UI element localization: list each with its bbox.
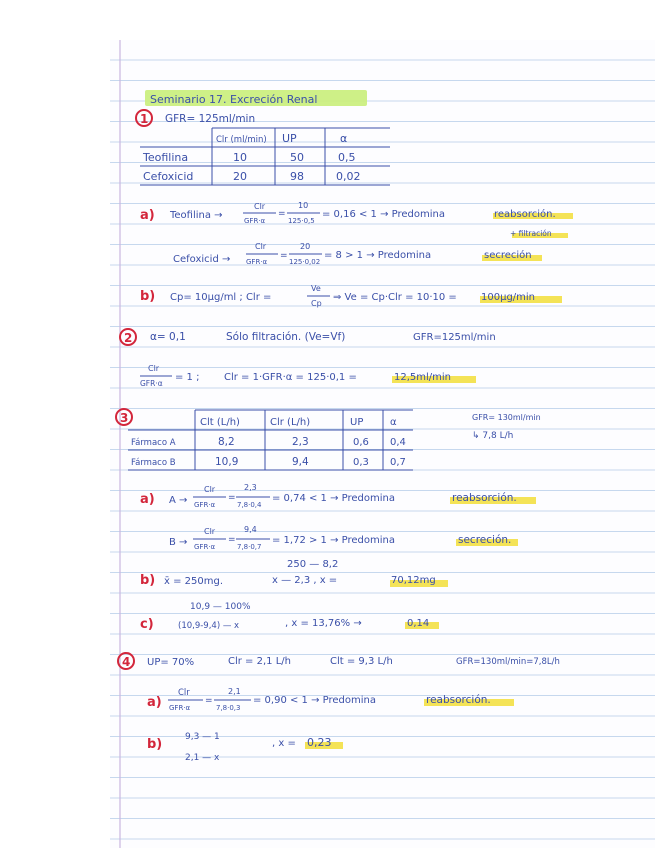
q3-a-B-eq: = bbox=[228, 535, 236, 545]
q3-header-clt: Clt (L/h) bbox=[200, 417, 240, 428]
q4-a-den1: GFR·α bbox=[169, 704, 191, 712]
q3-row1-clr: 2,3 bbox=[292, 436, 309, 448]
q3-row1-name: Fármaco A bbox=[131, 438, 176, 448]
q4-a-rest: = 0,90 < 1 → Predomina bbox=[253, 695, 377, 706]
q1-number: 1 bbox=[140, 112, 149, 126]
page-title: Seminario 17. Excreción Renal bbox=[150, 93, 318, 106]
q3-header-up: UP bbox=[350, 417, 364, 428]
q1-row2-clr: 20 bbox=[233, 170, 247, 183]
q1-a-cef-num1: Clr bbox=[255, 242, 267, 251]
q3-number: 3 bbox=[120, 411, 129, 425]
q4-a-num2: 2,1 bbox=[228, 687, 241, 696]
q1-row1-alpha: 0,5 bbox=[338, 151, 356, 164]
q1-row2-alpha: 0,02 bbox=[336, 170, 361, 183]
q3-gfr: GFR= 130ml/min bbox=[472, 413, 541, 422]
q4-clt: Clt = 9,3 L/h bbox=[330, 656, 393, 667]
q1-a-teo-den2: 125·0,5 bbox=[288, 217, 315, 225]
q3-row2-clt: 10,9 bbox=[215, 456, 239, 468]
q1-a-cef-name: Cefoxicid → bbox=[173, 254, 231, 265]
q1-a-teo-den1: GFR·α bbox=[244, 217, 266, 225]
q3-c-result: 0,14 bbox=[407, 618, 430, 629]
q3-row2-up: 0,3 bbox=[353, 457, 369, 468]
q3-a-A-den1: GFR·α bbox=[194, 501, 216, 509]
q3-b-rule: 250 — 8,2 bbox=[287, 559, 339, 570]
q1-a-teo-rest: = 0,16 < 1 → Predomina bbox=[322, 209, 446, 220]
q2-alpha: α= 0,1 bbox=[150, 331, 186, 343]
q3-row1-up: 0,6 bbox=[353, 437, 369, 448]
q1-a-label: a) bbox=[140, 208, 155, 223]
q2-filtration: Sólo filtración. (Ve=Vf) bbox=[226, 331, 346, 343]
q1-a-cef-den2: 125·0,02 bbox=[289, 258, 321, 266]
q4-a-label: a) bbox=[147, 695, 162, 710]
q3-a-A-den2: 7,8·0,4 bbox=[237, 501, 262, 509]
q1-row1-name: Teofilina bbox=[143, 151, 189, 164]
q3-a-A-num2: 2,3 bbox=[244, 483, 257, 492]
q4-a-result: reabsorción. bbox=[426, 694, 491, 706]
q2-calc: Clr = 1·GFR·α = 125·0,1 = bbox=[224, 372, 357, 383]
q3-a-A-eq: = bbox=[228, 493, 236, 503]
q1-b-label: b) bbox=[140, 289, 156, 304]
q1-row1-up: 50 bbox=[290, 151, 304, 164]
q3-a-B-rest: = 1,72 > 1 → Predomina bbox=[272, 535, 396, 546]
q3-a-A-name: A → bbox=[169, 495, 188, 506]
q4-b-num: 9,3 — 1 bbox=[185, 732, 220, 742]
q3-b-mean: x̄ = 250mg. bbox=[164, 576, 224, 587]
q4-up: UP= 70% bbox=[147, 657, 195, 668]
q1-header-up: UP bbox=[282, 132, 297, 145]
q1-a-cef-num2: 20 bbox=[300, 242, 311, 251]
q3-a-A-result: reabsorción. bbox=[452, 492, 517, 504]
q4-b-den: 2,1 — x bbox=[185, 753, 220, 763]
q2-frac-num: Clr bbox=[148, 364, 160, 373]
q2-number: 2 bbox=[124, 331, 133, 345]
q4-b-calc: , x = bbox=[272, 738, 296, 749]
q3-a-B-result: secreción. bbox=[458, 534, 512, 546]
q1-a-cef-rest: = 8 > 1 → Predomina bbox=[324, 250, 432, 261]
q3-row2-clr: 9,4 bbox=[292, 456, 309, 468]
q3-b-calc: x — 2,3 , x = bbox=[272, 575, 338, 586]
q1-row2-name: Cefoxicid bbox=[143, 170, 194, 183]
q3-a-label: a) bbox=[140, 492, 155, 507]
q3-row2-alpha: 0,7 bbox=[390, 457, 406, 468]
q2-gfr: GFR=125ml/min bbox=[413, 332, 496, 343]
q1-header-clr: Clr (ml/min) bbox=[216, 135, 267, 145]
q1-a-teo-name: Teofilina → bbox=[170, 210, 223, 221]
q1-a-teo-num1: Clr bbox=[254, 202, 266, 211]
q1-b-den: Cp bbox=[311, 299, 322, 308]
q3-c-rule: 10,9 — 100% bbox=[190, 602, 251, 612]
q3-b-result: 70,12mg bbox=[391, 575, 436, 586]
q3-a-B-num1: Clr bbox=[204, 527, 216, 536]
q3-header-alpha: α bbox=[390, 417, 397, 428]
q4-b-result: 0,23 bbox=[307, 736, 332, 749]
q3-a-B-num2: 9,4 bbox=[244, 525, 257, 534]
q2-eq: = 1 ; bbox=[175, 372, 200, 383]
q4-gfr: GFR=130ml/min=7,8L/h bbox=[456, 657, 560, 667]
q2-frac-den: GFR·α bbox=[140, 379, 163, 388]
q3-c-eq: (10,9-9,4) — x bbox=[178, 621, 240, 631]
q3-row2-name: Fármaco B bbox=[131, 458, 176, 468]
q3-a-B-den2: 7,8·0,7 bbox=[237, 543, 262, 551]
q1-gfr: GFR= 125ml/min bbox=[165, 113, 256, 125]
q3-header-clr: Clr (L/h) bbox=[270, 417, 311, 428]
q3-b-label: b) bbox=[140, 573, 156, 588]
q4-a-den2: 7,8·0,3 bbox=[216, 704, 241, 712]
q1-a-teo-num2: 10 bbox=[298, 201, 309, 210]
q2-result: 12,5ml/min bbox=[394, 372, 452, 383]
q1-a-cef-den1: GFR·α bbox=[246, 258, 268, 266]
q3-c-label: c) bbox=[140, 617, 154, 632]
q3-row1-clt: 8,2 bbox=[218, 436, 235, 448]
q1-b-result: 100µg/min bbox=[481, 292, 536, 303]
q4-number: 4 bbox=[122, 655, 131, 669]
q1-header-alpha: α bbox=[340, 132, 348, 145]
q3-gfr-conv: ↳ 7,8 L/h bbox=[472, 431, 514, 441]
q1-a-cef-result: secreción bbox=[484, 250, 532, 261]
q3-a-B-name: B → bbox=[169, 537, 188, 548]
q4-b-label: b) bbox=[147, 737, 163, 752]
q3-c-calc: , x = 13,76% → bbox=[285, 618, 362, 629]
q1-b-pre: Cp= 10µg/ml ; Clr = bbox=[170, 292, 272, 303]
q1-a-cef-eq: = bbox=[280, 251, 288, 261]
q3-a-B-den1: GFR·α bbox=[194, 543, 216, 551]
q3-a-A-num1: Clr bbox=[204, 485, 216, 494]
q1-b-num: Ve bbox=[311, 284, 321, 293]
q1-a-teo-note: + filtración bbox=[510, 229, 552, 238]
q1-row1-clr: 10 bbox=[233, 151, 247, 164]
q1-a-teo-eq: = bbox=[278, 209, 286, 219]
q4-clr: Clr = 2,1 L/h bbox=[228, 656, 291, 667]
q1-row2-up: 98 bbox=[290, 170, 304, 183]
q4-a-eq: = bbox=[205, 696, 213, 706]
q3-a-A-rest: = 0,74 < 1 → Predomina bbox=[272, 493, 396, 504]
q1-a-teo-result: reabsorción. bbox=[494, 209, 556, 220]
q3-row1-alpha: 0,4 bbox=[390, 437, 406, 448]
q1-b-post: ⇒ Ve = Cp·Clr = 10·10 = bbox=[333, 292, 457, 303]
q4-a-num1: Clr bbox=[178, 688, 190, 698]
